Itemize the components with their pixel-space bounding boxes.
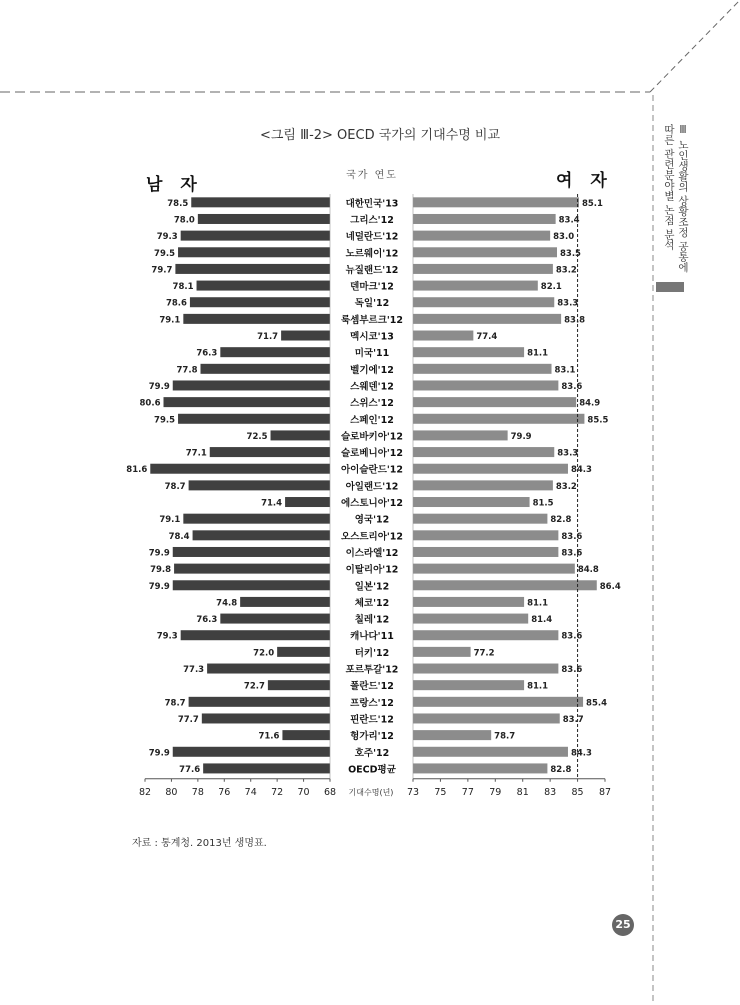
male-value-label: 78.5: [167, 198, 189, 209]
male-tick-label: 76: [218, 786, 231, 798]
female-bar: [413, 630, 558, 640]
male-value-label: 71.6: [258, 731, 280, 742]
female-bar: [413, 597, 524, 607]
chapter-title-line1: 노인생활의 상황조정 공통에: [677, 139, 689, 273]
male-tick-label: 72: [271, 786, 284, 798]
male-bar: [173, 547, 330, 557]
female-bar: [413, 364, 552, 374]
female-bar: [413, 580, 597, 590]
male-bar: [183, 514, 330, 524]
male-bar: [202, 713, 330, 723]
female-bar: [413, 231, 550, 241]
male-value-label: 77.7: [177, 714, 199, 725]
female-tick-label: 77: [461, 786, 474, 798]
page-number: 25: [612, 914, 634, 936]
female-bar: [413, 297, 554, 307]
male-bar: [282, 730, 330, 740]
male-value-label: 76.3: [196, 348, 218, 359]
female-value-label: 81.1: [527, 348, 549, 359]
male-bar: [271, 430, 330, 440]
category-label: 일본'12: [354, 581, 390, 593]
female-bar: [413, 614, 528, 624]
category-label: 룩셈부르크'12: [340, 314, 404, 326]
female-value-label: 84.8: [577, 565, 599, 576]
female-bar: [413, 730, 491, 740]
male-bar: [164, 397, 331, 407]
female-bar: [413, 514, 547, 524]
female-value-label: 77.4: [476, 332, 498, 343]
male-tick-label: 82: [138, 786, 152, 798]
male-bar: [178, 414, 330, 424]
male-value-label: 79.9: [148, 548, 170, 559]
category-label: 그리스'12: [350, 214, 394, 226]
male-value-label: 79.3: [156, 631, 178, 642]
female-value-label: 83.8: [564, 315, 586, 326]
male-bar: [150, 464, 330, 474]
male-bar: [268, 680, 330, 690]
category-label: 멕시코'13: [350, 331, 394, 343]
male-tick-label: 70: [297, 786, 310, 798]
category-label: 독일'12: [354, 298, 390, 310]
male-bar: [181, 630, 330, 640]
category-label: 이탈리아'12: [345, 564, 399, 576]
female-value-label: 83.6: [561, 665, 583, 676]
category-label: 아일랜드'12: [345, 481, 399, 493]
male-bar: [240, 597, 330, 607]
male-value-label: 79.3: [156, 232, 178, 243]
male-value-label: 77.1: [185, 448, 207, 459]
category-label: 슬로베니아'12: [340, 448, 404, 460]
female-value-label: 83.6: [561, 531, 583, 542]
male-tick-label: 74: [244, 786, 257, 798]
male-value-label: 71.4: [261, 498, 283, 509]
male-bar: [281, 331, 330, 341]
male-bar: [277, 647, 330, 657]
female-bar: [413, 763, 547, 773]
male-value-label: 76.3: [196, 615, 218, 626]
female-bar: [413, 264, 553, 274]
female-value-label: 77.2: [473, 648, 495, 659]
category-label: 헝가리'12: [350, 731, 394, 743]
category-label: 슬로바키아'12: [340, 431, 404, 443]
female-bar: [413, 314, 561, 324]
male-bar: [181, 231, 330, 241]
male-bar: [207, 664, 330, 674]
category-label: 에스토니아'12: [340, 498, 404, 510]
male-bar: [178, 247, 330, 257]
female-bar: [413, 664, 558, 674]
female-value-label: 83.0: [553, 232, 575, 243]
male-bar: [183, 314, 330, 324]
chapter-title-line2: 따른 관련분야별 논점 분석: [663, 124, 675, 250]
category-label: 네덜란드'12: [345, 231, 399, 243]
female-value-label: 81.1: [527, 598, 549, 609]
male-value-label: 74.8: [216, 598, 238, 609]
category-label: 아이슬란드'12: [340, 464, 404, 476]
female-value-label: 83.2: [555, 481, 577, 492]
male-bar: [220, 347, 330, 357]
category-label: 캐나다'11: [350, 631, 394, 643]
female-tick-label: 83: [544, 786, 557, 798]
female-value-label: 78.7: [494, 731, 516, 742]
female-value-label: 81.4: [531, 615, 553, 626]
female-bar: [413, 464, 568, 474]
male-bar: [190, 297, 330, 307]
female-bar: [413, 347, 524, 357]
female-value-label: 83.1: [554, 365, 576, 376]
figure-title: <그림 Ⅲ-2> OECD 국가의 기대수명 비교: [259, 128, 501, 143]
female-value-label: 83.6: [561, 631, 583, 642]
male-value-label: 79.7: [151, 265, 173, 276]
female-value-label: 82.8: [550, 515, 572, 526]
male-bar: [173, 747, 330, 757]
male-value-label: 79.9: [148, 381, 170, 392]
female-value-label: 85.4: [586, 698, 608, 709]
male-value-label: 78.1: [172, 282, 194, 293]
female-bar: [413, 281, 538, 291]
category-label: 터키'12: [354, 647, 390, 659]
male-value-label: 79.5: [154, 248, 176, 259]
female-value-label: 84.3: [570, 465, 592, 476]
female-bar: [413, 430, 508, 440]
male-value-label: 72.7: [243, 681, 265, 692]
female-value-label: 85.1: [581, 198, 603, 209]
female-value-label: 85.5: [587, 415, 609, 426]
male-value-label: 77.6: [179, 764, 201, 775]
male-bar: [191, 197, 330, 207]
female-label: 여 자: [556, 171, 613, 191]
category-label: 오스트리아'12: [340, 531, 404, 543]
male-tick-label: 68: [323, 786, 337, 798]
x-axis-label: 기대수명(년): [348, 787, 394, 797]
male-value-label: 78.7: [164, 481, 186, 492]
female-value-label: 81.1: [527, 681, 549, 692]
female-bar: [413, 647, 471, 657]
female-bar: [413, 713, 560, 723]
female-value-label: 84.9: [579, 398, 601, 409]
category-label: 덴마크'12: [350, 281, 394, 293]
male-value-label: 77.3: [183, 665, 205, 676]
female-bar: [413, 331, 473, 341]
male-bar: [174, 564, 330, 574]
female-bar: [413, 530, 558, 540]
female-bar: [413, 697, 583, 707]
female-value-label: 83.4: [558, 215, 580, 226]
male-value-label: 81.6: [126, 465, 148, 476]
female-bar: [413, 564, 575, 574]
category-label: 미국'11: [354, 348, 390, 360]
female-bar: [413, 380, 558, 390]
category-label: 호주'12: [354, 747, 390, 759]
male-value-label: 78.0: [173, 215, 195, 226]
category-label: 포르투갈'12: [345, 664, 399, 676]
female-value-label: 83.6: [561, 548, 583, 559]
male-value-label: 79.9: [148, 748, 170, 759]
male-value-label: 77.8: [176, 365, 198, 376]
female-tick-label: 73: [406, 786, 420, 798]
category-label: 폴란드'12: [350, 681, 394, 693]
category-label: 벨기에'12: [350, 364, 394, 376]
female-bar: [413, 197, 579, 207]
male-tick-label: 80: [165, 786, 178, 798]
male-bar: [189, 697, 330, 707]
female-value-label: 82.1: [540, 282, 562, 293]
male-bar: [197, 281, 330, 291]
male-value-label: 79.1: [159, 315, 181, 326]
category-label: 체코'12: [354, 597, 390, 609]
female-value-label: 83.3: [557, 298, 579, 309]
chapter-number: Ⅲ: [677, 124, 689, 136]
male-value-label: 78.7: [164, 698, 186, 709]
source-note: 자료 : 통계청. 2013년 생명표.: [132, 838, 267, 849]
female-value-label: 81.5: [532, 498, 554, 509]
female-bar: [413, 680, 524, 690]
male-bar: [198, 214, 330, 224]
category-label: 스위스'12: [350, 398, 394, 410]
female-tick-label: 79: [489, 786, 502, 798]
male-value-label: 79.5: [154, 415, 176, 426]
female-value-label: 82.8: [550, 764, 572, 775]
female-tick-label: 81: [516, 786, 529, 798]
category-label: 핀란드'12: [350, 714, 394, 726]
female-value-label: 83.3: [557, 448, 579, 459]
female-bar: [413, 480, 553, 490]
female-bar: [413, 497, 530, 507]
male-value-label: 72.5: [246, 431, 268, 442]
male-value-label: 79.8: [150, 565, 172, 576]
female-bar: [413, 247, 557, 257]
male-value-label: 72.0: [253, 648, 275, 659]
male-bar: [210, 447, 330, 457]
female-value-label: 86.4: [599, 581, 621, 592]
female-bar: [413, 414, 584, 424]
male-value-label: 80.6: [139, 398, 161, 409]
category-label: 이스라엘'12: [345, 547, 399, 559]
male-tick-label: 78: [191, 786, 204, 798]
male-value-label: 71.7: [257, 332, 279, 343]
female-tick-label: 87: [598, 786, 612, 798]
male-bar: [193, 530, 330, 540]
category-label: OECD평균: [348, 764, 396, 776]
female-value-label: 84.3: [570, 748, 592, 759]
category-label: 칠레'12: [354, 614, 390, 626]
male-bar: [285, 497, 330, 507]
male-bar: [173, 580, 330, 590]
male-bar: [175, 264, 330, 274]
male-value-label: 78.4: [168, 531, 190, 542]
male-bar: [201, 364, 331, 374]
category-label: 뉴질랜드'12: [345, 264, 399, 276]
female-value-label: 83.5: [560, 248, 581, 259]
male-bar: [220, 614, 330, 624]
female-bar: [413, 397, 576, 407]
male-bar: [189, 480, 330, 490]
female-value-label: 83.2: [555, 265, 577, 276]
male-bar: [173, 380, 330, 390]
category-label: 노르웨이'12: [345, 248, 399, 260]
female-bar: [413, 447, 554, 457]
female-value-label: 83.6: [561, 381, 583, 392]
female-tick-label: 75: [434, 786, 447, 798]
category-label: 스페인'12: [350, 414, 394, 426]
category-label: 영국'12: [354, 514, 390, 526]
category-label: 프랑스'12: [350, 697, 394, 709]
column-header: 국가 연도: [346, 170, 398, 181]
category-label: 대한민국'13: [345, 198, 399, 210]
male-value-label: 79.9: [148, 581, 170, 592]
male-bar: [203, 763, 330, 773]
female-bar: [413, 547, 558, 557]
female-tick-label: 85: [571, 786, 584, 798]
category-label: 스웨덴'12: [350, 381, 394, 393]
male-label: 남 자: [146, 175, 203, 195]
female-value-label: 79.9: [510, 431, 532, 442]
female-bar: [413, 214, 556, 224]
female-value-label: 83.7: [562, 714, 584, 725]
female-bar: [413, 747, 568, 757]
male-value-label: 79.1: [159, 515, 181, 526]
male-value-label: 78.6: [165, 298, 187, 309]
